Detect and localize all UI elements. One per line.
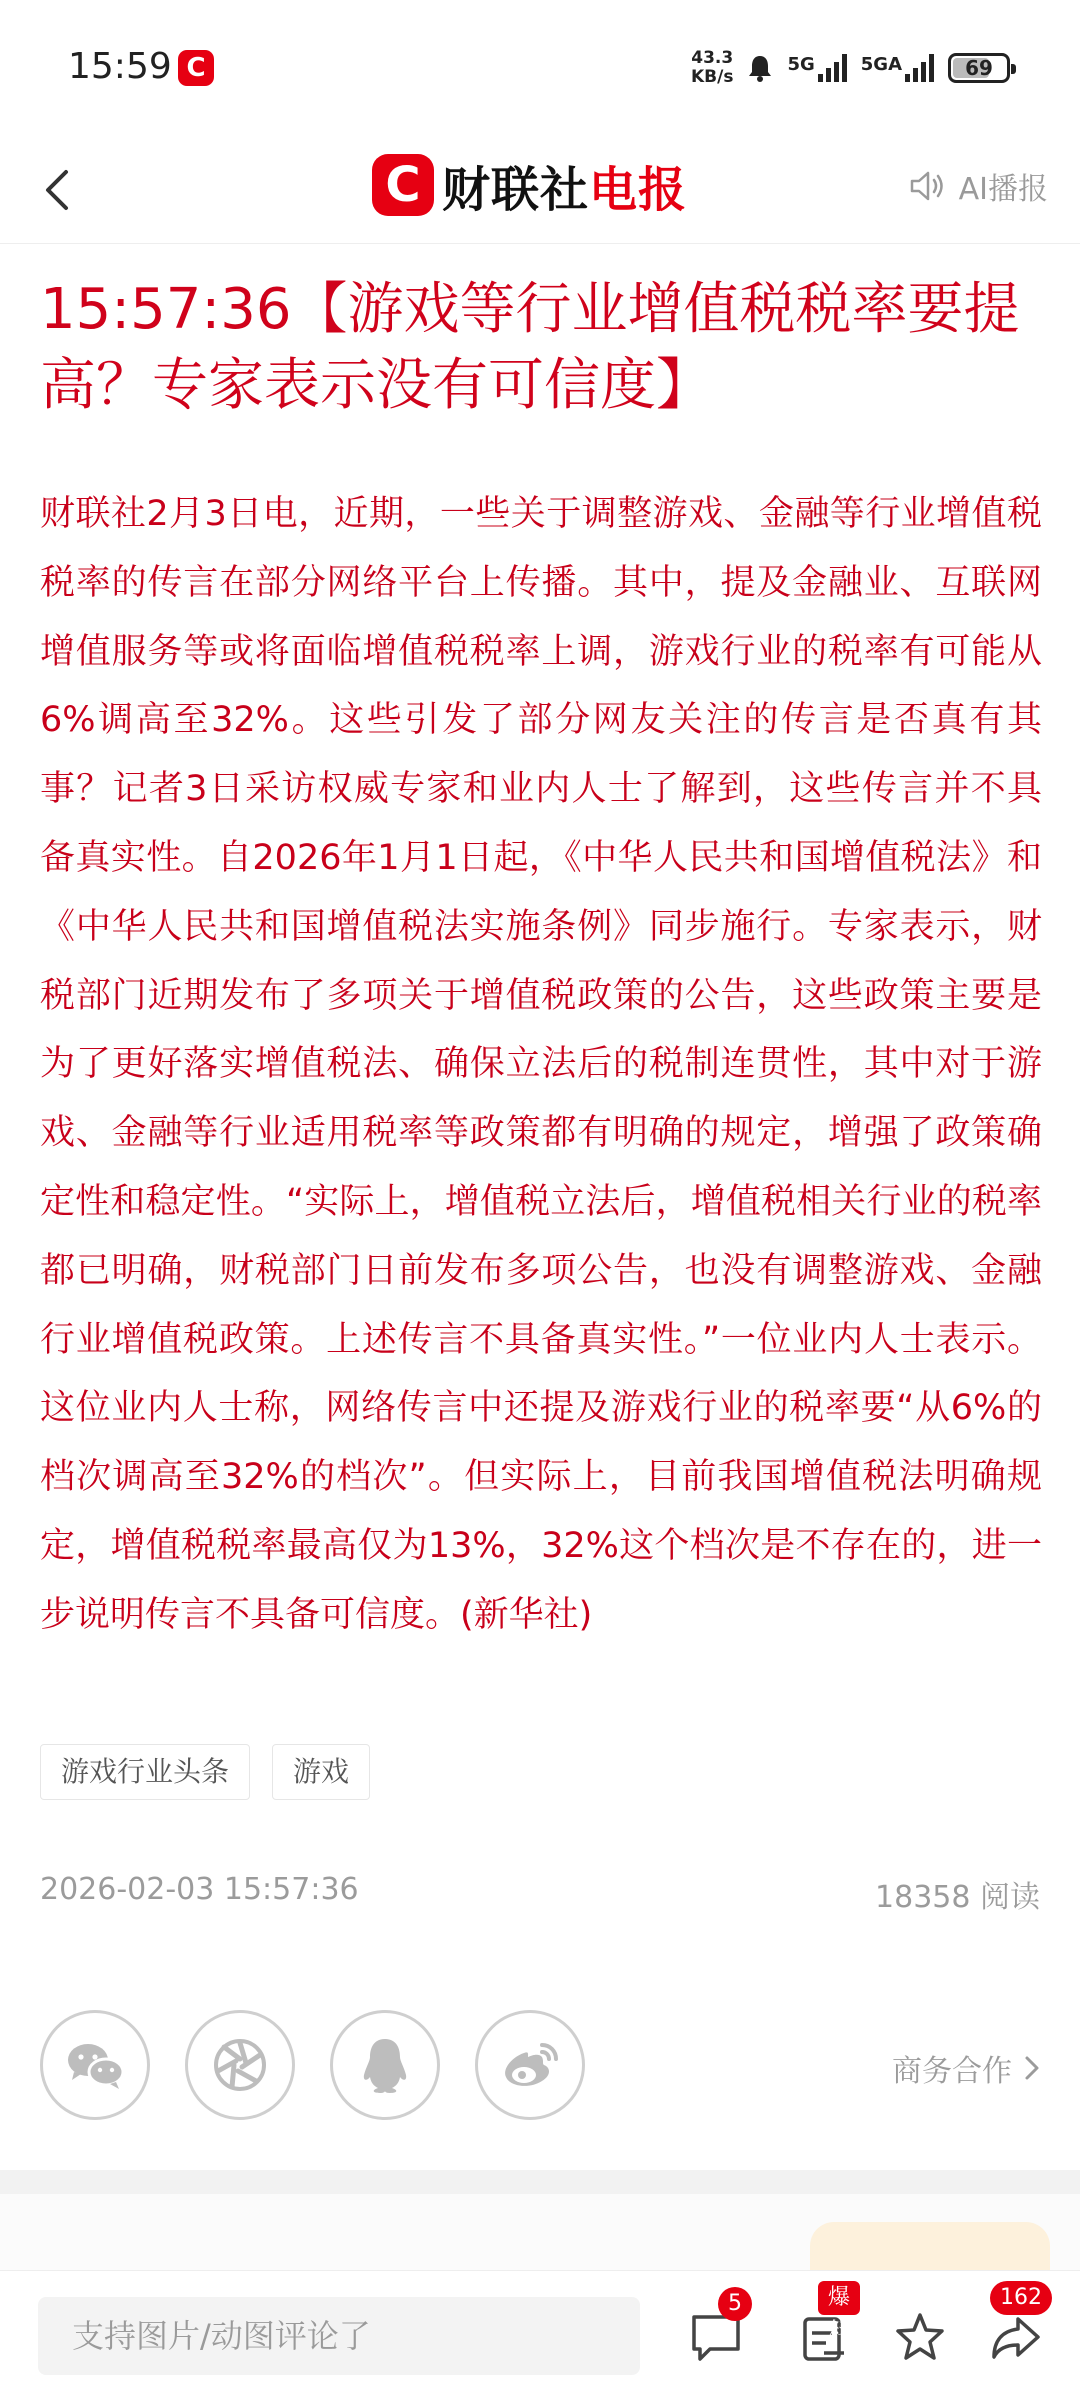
next-content-card [0,2194,1080,2270]
top-navbar [0,132,1080,244]
tag-game[interactable]: 游戏 [272,1744,370,1800]
ai-play-label: AI播报 [958,172,1048,207]
app-notification-icon: C [178,50,214,86]
favorite-button[interactable] [892,2309,948,2365]
logo-mark: C [372,154,434,216]
signal-5g [787,54,846,82]
network-speed-unit: KB/s [690,67,734,87]
signal-bars-icon [818,54,847,82]
logo-text-red: 电报 [589,161,688,218]
signal2-label: 5GA [860,54,902,75]
status-bar [0,0,1080,132]
share-button[interactable] [988,2285,1044,2365]
logo-text [442,151,687,220]
business-label: 商务合作 [892,2054,1012,2089]
chevron-left-icon [30,160,90,220]
comment-input[interactable]: 支持图片/动图评论了 [38,2297,640,2375]
chevron-right-icon [1024,2055,1040,2081]
signal-bars-icon [905,54,934,82]
signal1-label: 5G [787,54,815,75]
report-badge: 爆料 [818,2281,860,2315]
share-qq-button[interactable] [330,2010,440,2120]
weibo-icon [498,2037,562,2093]
speaker-icon [909,169,947,203]
share-weibo-button[interactable] [475,2010,585,2120]
share-arrow-icon [988,2309,1044,2365]
network-speed-value: 43.3 [691,48,734,68]
network-speed [691,49,733,87]
tag-list [40,1744,370,1800]
status-time: 15:59 [68,46,172,87]
business-cooperation-link[interactable] [892,2046,1040,2090]
share-wechat-button[interactable] [40,2010,150,2120]
qq-icon [358,2035,412,2095]
share-row [40,2010,1040,2120]
share-count-badge: 162 [990,2281,1052,2315]
section-divider [0,2170,1080,2194]
battery-icon [948,53,1010,83]
article-title: 15:57:36【游戏等行业增值税税率要提高？专家表示没有可信度】 [40,277,1020,418]
signal-5ga [861,54,934,82]
moments-icon [210,2035,270,2095]
read-count: 18358 阅读 [875,1880,1040,1915]
ai-play-button[interactable] [909,164,1048,208]
article-meta [40,1864,1040,1914]
bell-icon [747,54,773,82]
comments-button[interactable] [688,2291,744,2365]
tag-game-industry[interactable]: 游戏行业头条 [40,1744,250,1800]
cls-telegraph-logo [372,150,687,220]
status-indicators [691,44,1010,92]
back-button[interactable] [30,160,90,220]
star-icon [892,2309,948,2365]
article-body: 财联社2月3日电，近期，一些关于调整游戏、金融等行业增值税税率的传言在部分网络平台上传播。其中，提及金融业、互联网增值服务等或将面临增值税税率上调，游戏行业的税率有可能从6%调高至32%。这些引发了部分网友关注的传言是否真有其事？记者3日采访权威专家和业内人士了解到，这些传言并不具备真实性。自2026年1月1日起，《中华人民共和国增值税法》和《中华人民共和国增值税法实施条例》同步施行。专家表示，财税部门近期发布了多项关于增值税政策的公告，这些政策主要是为了更好落实增值税法、确保立法后的税制连贯性，其中对于游戏、金融等行业适用税率等政策都有明确的规定，增强了政策确定性和稳定性。“实际上，增值税立法后，增值税相关行业的税率都已明确，财税部门日前发布多项公告，也没有调整游戏、金融行业增值税政策。上述传言不具备真实性。”一位业内人士表示。这位业内人士称，网络传言中还提及游戏行业的税率要“从6%的档次调高至32%的档次”。但实际上，目前我国增值税法明确规定，增值税税率最高仅为13%，32%这个档次是不存在的，进一步说明传言不具备可信度。(新华社) [40,494,1042,1635]
logo-text-black: 财联社 [442,161,590,218]
wechat-icon [64,2038,126,2092]
card-decoration [810,2222,1050,2270]
report-button[interactable] [796,2285,852,2365]
comment-count-badge: 5 [718,2287,752,2321]
battery-level: 69 [965,56,993,80]
bottom-action-bar [0,2270,1080,2400]
publish-date: 2026-02-03 15:57:36 [40,1872,359,1907]
share-moments-button[interactable] [185,2010,295,2120]
